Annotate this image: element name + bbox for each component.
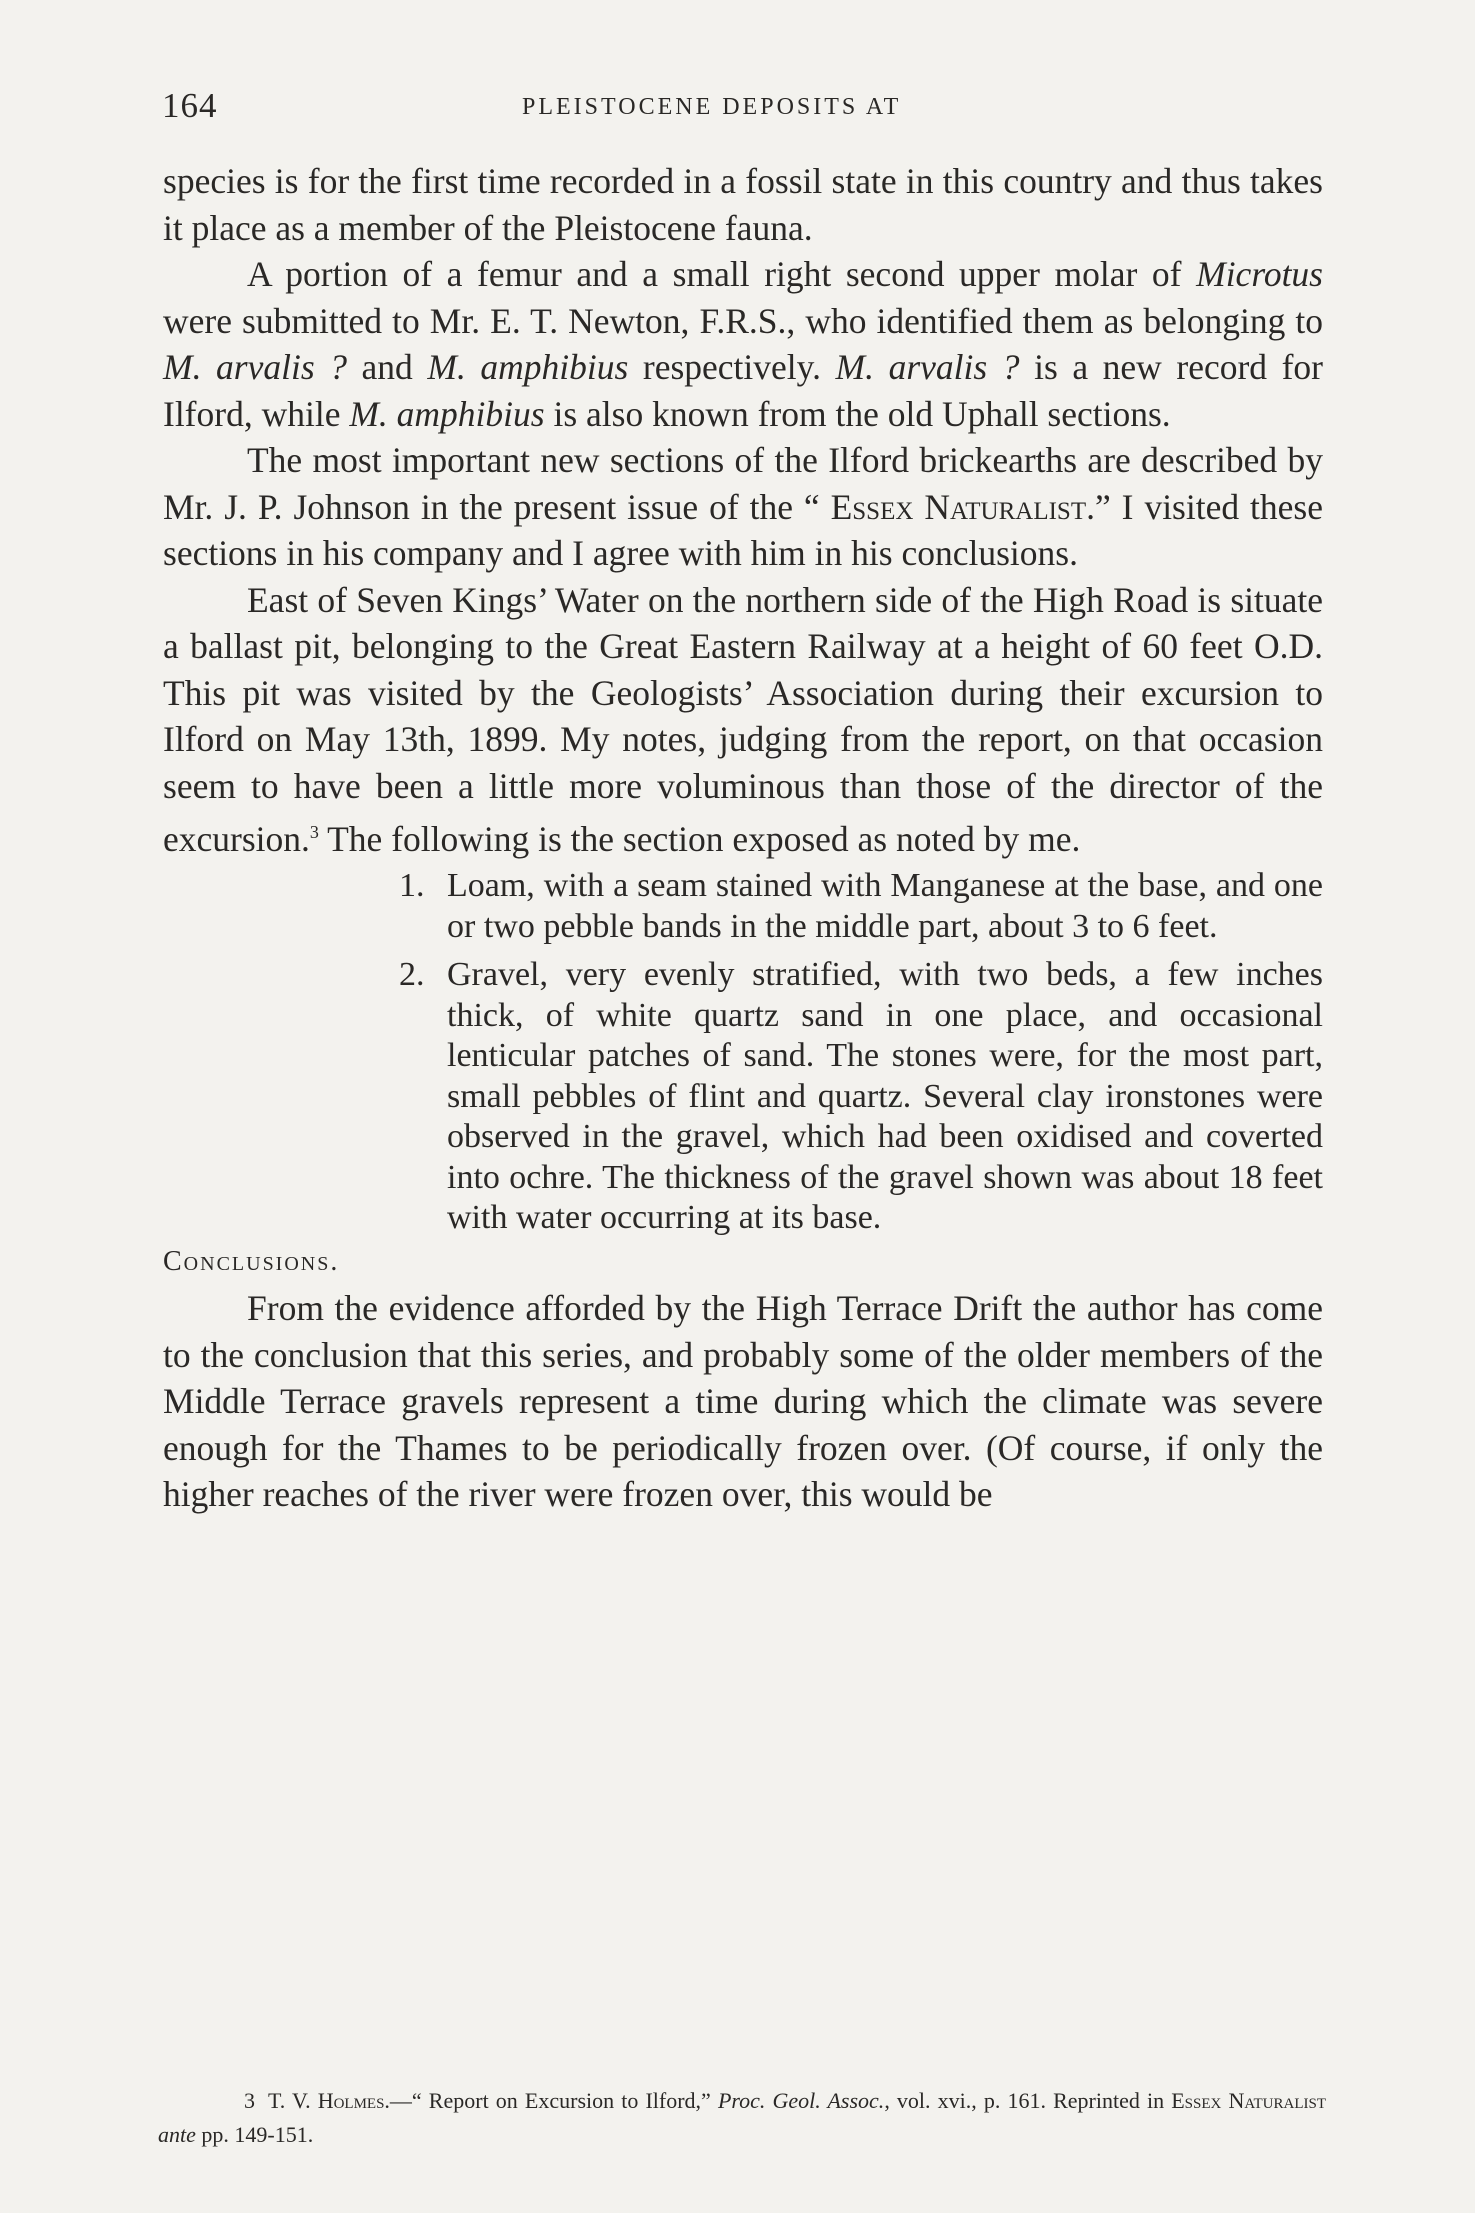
taxon-name: M. arvalis ? <box>835 347 1020 387</box>
footnote-reference: 3 <box>309 822 319 842</box>
list-item <box>163 866 1323 947</box>
list-item-number: 1. <box>399 867 425 905</box>
list-item-text: Gravel, very evenly stratified, with two beds, a few inches thick, of white quartz sand in one place, and occasional lenticular patches of sand. The stones were, for the most part, small pebbles of flint and quartz. Several clay ironstones were observed in the gravel, which had been oxidised and coverted into ochre. The thickness of the gravel shown was about 18 feet with water occurring at its base. <box>447 956 1323 1237</box>
footnote-journal: Essex Naturalist <box>1171 2088 1327 2113</box>
footnote: 3 T. V. Holmes.—“ Report on Excursion to Ilford,” Proc. Geol. Assoc., vol. xvi., p. 161. Reprinted in Essex Naturalist ante pp. 149-151. <box>158 2084 1326 2152</box>
running-head: PLEISTOCENE DEPOSITS AT <box>522 94 902 120</box>
page-number: 164 <box>162 86 218 125</box>
page-header <box>162 86 1322 126</box>
page-body <box>163 158 1323 1518</box>
taxon-name: M. amphibius <box>349 393 545 434</box>
paragraph-ballast-pit: East of Seven Kings’ Water on the northern side of the High Road is situate a ballast pit, belonging to the Great Eastern Railway at a height of 60 feet O.D. This pit was visited by the Geologists’ Association during their excursion to Ilford on May 13th, 1899. My notes, judging from the report, on that occasion seem to have been a little more voluminous than those of the director of the excursion.$^3$ The following is the section exposed as noted by me. <box>163 579 1323 859</box>
taxon-name: M. amphibius <box>427 347 629 387</box>
list-item-text: Loam, with a seam stained with Manganese at the base, and one or two pebble bands in the middle part, about 3 to 6 feet. <box>447 867 1323 945</box>
taxon-name: M. arvalis ? <box>163 347 347 387</box>
list-item-number: 2. <box>399 956 425 994</box>
section-list <box>163 866 1323 1239</box>
section-heading: Conclusions. <box>163 1245 340 1277</box>
paragraph-continued: species is for the first time recorded in a fossil state in this country and thus takes it place as a member of the Pleistocene fauna. <box>163 161 1323 248</box>
paragraph-microtus: A portion of a femur and a small right second upper molar of Microtus were submitted to Mr. E. T. Newton, F.R.S., who identified them as belonging to M. arvalis ? and M. amphibius respectively. M. arvalis ? is a new record for Ilford, while M. amphibius is also known from the old Uphall sections. <box>163 254 1324 434</box>
paragraph-brickearths: The most important new sections of the Ilford brickearths are described by Mr. J. P. Johnson in the present issue of the “ Essex Naturalist.” I visited these sections in his company and I agree with him in his conclusions. <box>163 440 1323 573</box>
paragraph-conclusions: From the evidence afforded by the High Terrace Drift the author has come to the conclusion that this series, and probably some of the older members of the Middle Terrace gravels represent a time during which the climate was severe enough for the Thames to be periodically frozen over. (Of course, if only the higher reaches of the river were frozen over, this would be <box>163 1288 1323 1515</box>
journal-title: Essex Naturalist. <box>830 486 1095 527</box>
footnote-number: 3 <box>244 2088 255 2113</box>
list-item <box>163 955 1323 1239</box>
footnote-journal: Proc. Geol. Assoc. <box>717 2088 885 2113</box>
taxon-name: Microtus <box>1196 254 1323 294</box>
footnote-author: T. V. Holmes. <box>268 2088 390 2113</box>
